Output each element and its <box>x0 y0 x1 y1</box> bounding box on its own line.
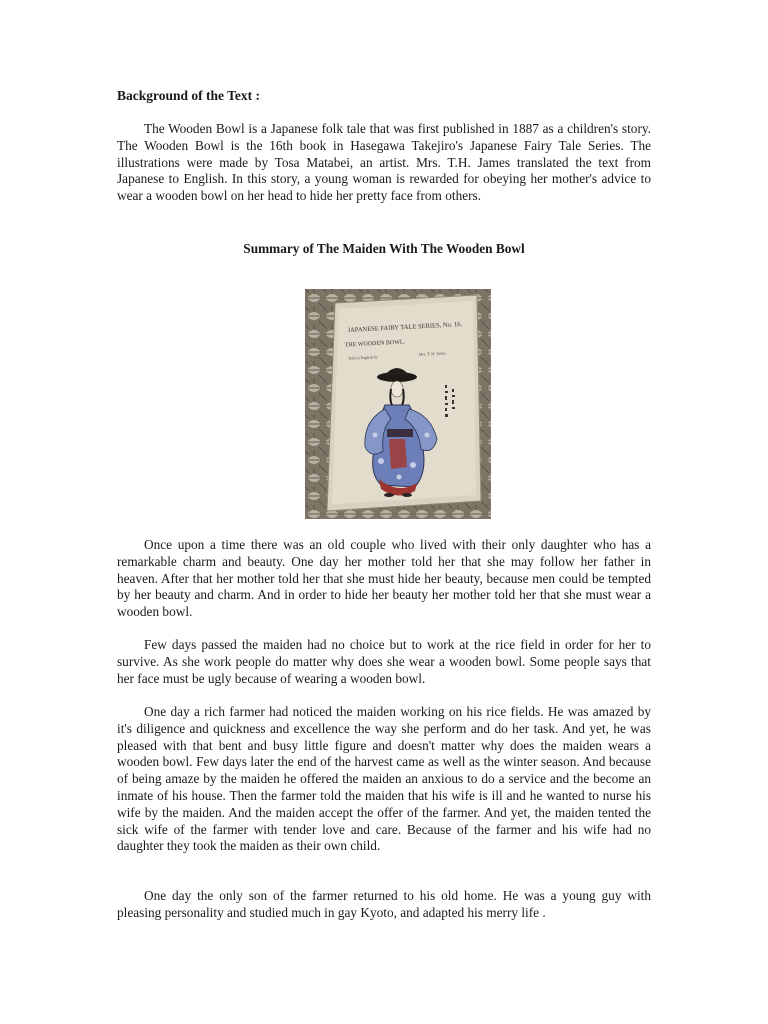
summary-heading: Summary of The Maiden With The Wooden Bowl <box>243 241 525 256</box>
cover-credit-right-text: Mrs. T. H. James. <box>418 350 448 357</box>
story-paragraph-3: One day a rich farmer had noticed the maiden working on his rice fields. He was amazed by it's diligence and quickness and excellence the way she perform and do her task. And yet, he was pleased with that bent and busy little figure and doesn't matter why does the maiden wears a wooden bowl. Few days later the end of the harvest came as well as the winter season. And because of being amaze by the maiden he offered the maiden an anxious to do a service and the become an inmate of his house. Then the farmer told the maiden that his wife is ill and he wanted to nurse his wife by the maiden. And the maiden accept the offer of the farmer. And yet, the maiden tented the sick wife of the farmer with tender love and care. Because of the farmer and his wife had no daughter they took the maiden as their own child. <box>117 704 651 854</box>
cover-credit-left-text: Told in English by <box>348 354 378 361</box>
story-paragraph-4: One day the only son of the farmer returned to his old home. He was a young guy with pleasing personality and studied much in gay Kyoto, and adapted his merry life . <box>117 888 651 920</box>
cover-series-text: JAPANESE FAIRY TALE SERIES, No. 16. <box>347 321 463 334</box>
book-cover-illustration <box>305 289 491 519</box>
intro-paragraph: The Wooden Bowl is a Japanese folk tale that was first published in 1887 as a children's story. The Wooden Bowl is the 16th book in Hasegawa Takejiro's Japanese Fairy Tale Series. The illustrations were made by Tosa Matabei, an artist. Mrs. T.H. James translated the text from Japanese to English. In this story, a young woman is rewarded for obeying her mother's advice to wear a wooden bowl on her head to hide her pretty face from others. <box>117 121 651 204</box>
story-paragraph-1: Once upon a time there was an old couple who lived with their only daughter who has a remarkable charm and beauty. One day her mother told her that she may follow her father in heaven. After that her mother told her that she must hide her beauty, because men could be tempted by her beauty and charm. And in order to hide her beauty her mother told her that she must wear a wooden bowl. <box>117 537 651 620</box>
section-heading: Background of the Text : <box>117 88 261 103</box>
cover-title-text: THE WOODEN BOWL. <box>344 339 406 349</box>
story-paragraph-2: Few days passed the maiden had no choice but to work at the rice field in order for her to survive. As she work people do matter why does she wear a wooden bowl. Some people says that her face must be ugly because of wearing a wooden bowl. <box>117 637 651 686</box>
